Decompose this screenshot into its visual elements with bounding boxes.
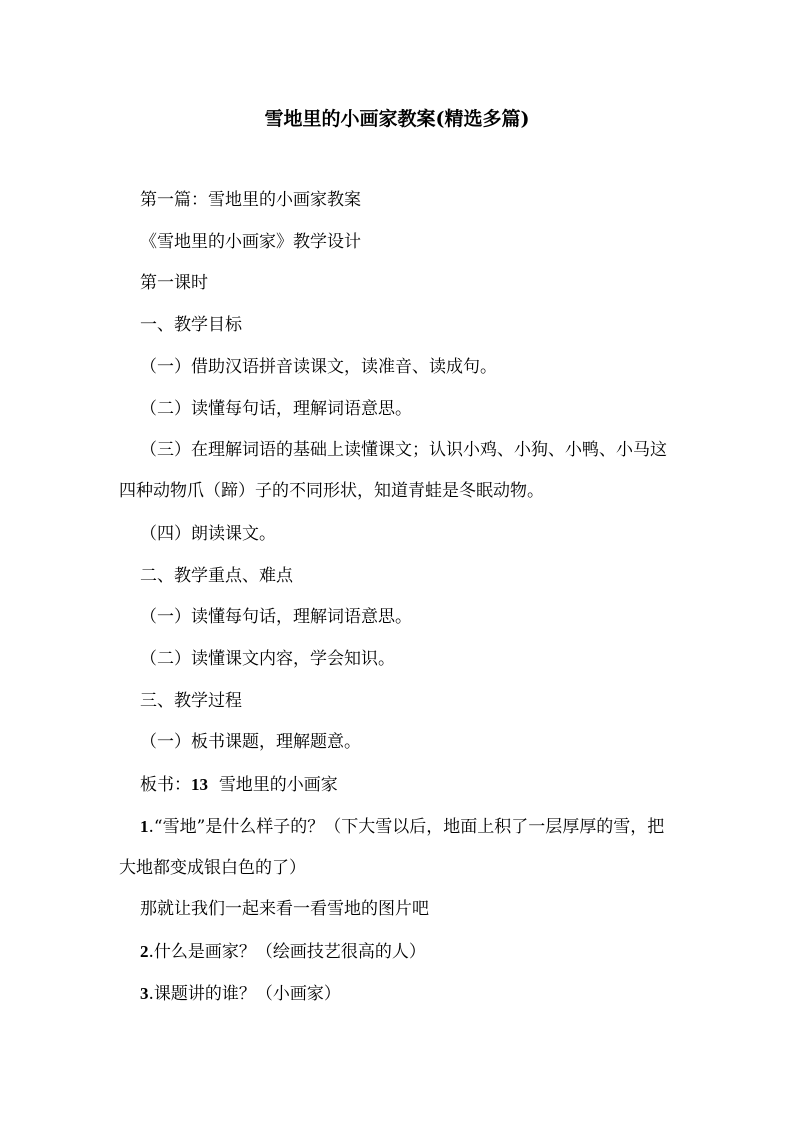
question-text: .“雪地”是什么样子的？（下大雪以后，地面上积了一层厚厚的雪，把大地都变成银白色的了）: [119, 817, 665, 878]
paragraph: （一）读懂每句话，理解词语意思。: [140, 607, 412, 627]
question-1: [119, 806, 679, 889]
paragraph: （一）借助汉语拼音读课文，读准音、读成句。: [140, 357, 497, 377]
board-writing: [119, 764, 679, 806]
paragraph: （四）朗读课文。: [140, 524, 276, 544]
paragraph: （二）读懂课文内容，学会知识。: [140, 649, 395, 669]
question-text: .什么是画家？（绘画技艺很高的人）: [148, 942, 426, 962]
board-prefix: 板书：: [140, 775, 191, 795]
board-number: 13: [191, 775, 208, 794]
board-text: 雪地里的小画家: [218, 775, 338, 795]
question-2: [119, 931, 679, 973]
section-heading: 一、教学目标: [140, 315, 242, 335]
paragraph: 第一课时: [140, 273, 208, 293]
paragraph: 第一篇：雪地里的小画家教案: [140, 190, 361, 210]
section-heading: 二、教学重点、难点: [140, 566, 293, 586]
question-number: 3: [140, 984, 149, 1003]
paragraph: 那就让我们一起来看一看雪地的图片吧: [140, 899, 429, 919]
paragraph: 《雪地里的小画家》教学设计: [140, 232, 361, 252]
paragraph: （一）板书课题，理解题意。: [140, 732, 361, 752]
paragraph: （三）在理解词语的基础上读懂课文；认识小鸡、小狗、小鸭、小马这四种动物爪（蹄）子的不同形状，知道青蛙是冬眠动物。: [119, 440, 667, 501]
document-title: 雪地里的小画家教案(精选多篇): [264, 108, 530, 130]
question-number: 1: [140, 817, 149, 836]
section-heading: 三、教学过程: [140, 691, 242, 711]
question-number: 2: [140, 942, 149, 961]
paragraph: （二）读懂每句话，理解词语意思。: [140, 399, 412, 419]
question-text: .课题讲的谁？（小画家）: [148, 984, 341, 1004]
question-3: [119, 973, 679, 1015]
